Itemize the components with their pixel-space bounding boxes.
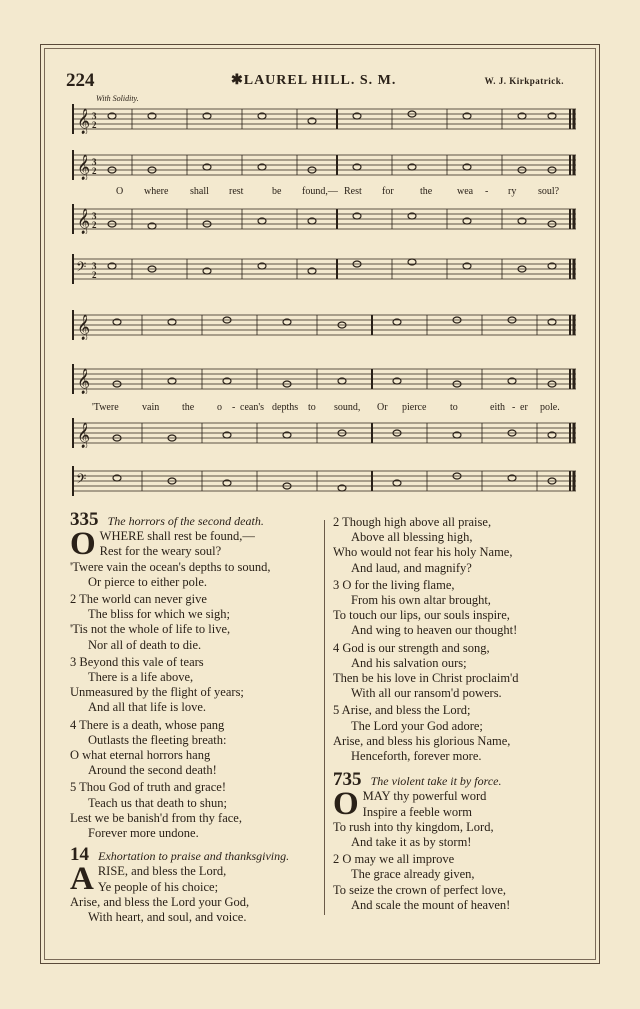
verse-line: Ye people of his choice;	[97, 879, 219, 894]
verse-line: 4 There is a death, whose pang	[70, 717, 225, 732]
verse-line: Arise, and bless the Lord your God,	[70, 894, 250, 909]
verse-line: Lest we be banish'd from thy face,	[70, 810, 242, 825]
tempo-marking: With Solidity.	[96, 94, 139, 103]
verse-line: Rest for the weary soul?	[99, 544, 222, 559]
verse-line: Around the second death!	[88, 763, 217, 778]
verse-line: Henceforth, forever more.	[351, 749, 482, 764]
lyrics-line-2	[72, 402, 576, 414]
page-header	[66, 72, 564, 94]
hymn-335-text	[70, 526, 322, 841]
lyrics-line-1	[72, 186, 576, 198]
lyric-syllable: soul?	[538, 186, 560, 197]
verse-line: To rush into thy kingdom, Lord,	[333, 819, 494, 834]
verse-line: Outlasts the fleeting breath:	[88, 732, 227, 747]
staff-system-1-soprano	[72, 104, 576, 134]
hymn-735-heading	[333, 769, 573, 791]
lyric-syllable: wea	[457, 186, 474, 197]
lyric-syllable: where	[144, 186, 169, 197]
verse-line: There is a life above,	[88, 670, 194, 685]
lyric-syllable: ry	[508, 186, 517, 197]
verse-line: And take it as by storm!	[351, 835, 472, 850]
verse-line: Nor all of death to die.	[88, 637, 202, 652]
verse-line: The Lord your God adore;	[351, 718, 483, 733]
verse-line: 2 Though high above all praise,	[333, 515, 492, 529]
hymn-735-text	[333, 786, 573, 913]
hymn-title: The violent take it by force.	[370, 774, 502, 789]
svg-text:𝄞: 𝄞	[77, 154, 91, 179]
verse-line: 3 Beyond this vale of tears	[70, 654, 204, 669]
lyric-syllable: er	[520, 402, 528, 413]
verse-line: Who would not fear his holy Name,	[333, 545, 513, 560]
hymn-number: 735	[333, 769, 362, 791]
verse-line: To touch our lips, our souls inspire,	[333, 608, 510, 623]
right-column	[333, 515, 573, 913]
page-number: 224	[66, 70, 95, 91]
hymn-14-text	[70, 861, 322, 925]
verse-line: Above all blessing high,	[351, 530, 473, 545]
lyric-syllable: to	[308, 402, 316, 413]
verse-line: Inspire a feeble worm	[362, 804, 472, 819]
staff-system-2-bass	[72, 466, 576, 496]
lyric-syllable: Or	[377, 402, 388, 413]
verse-line: O what eternal horrors hang	[70, 748, 211, 763]
tune-title: ✱LAUREL HILL. S. M.	[231, 73, 397, 88]
verse-line: 3 O for the living flame,	[333, 577, 455, 592]
svg-text:2: 2	[92, 166, 97, 176]
verse-line: The bliss for which we sigh;	[88, 607, 230, 622]
lyric-syllable: rest	[229, 186, 244, 197]
verse-line: Then be his love in Christ proclaim'd	[333, 671, 519, 686]
lyric-syllable: the	[420, 186, 433, 197]
lyric-syllable: found,—	[302, 186, 338, 197]
staff-system-1-alto	[72, 150, 576, 180]
lyric-syllable: pole.	[540, 402, 560, 413]
svg-text:𝄢: 𝄢	[76, 261, 87, 278]
lyric-syllable: Rest	[344, 186, 362, 197]
column-divider	[324, 520, 325, 915]
svg-text:2: 2	[92, 120, 97, 130]
lyric-syllable: eith	[490, 402, 505, 413]
verse-line: Teach us that death to shun;	[88, 795, 228, 810]
verse-line: 'Tis not the whole of life to live,	[70, 622, 231, 637]
hymn-14-heading	[70, 844, 322, 866]
svg-text:3: 3	[92, 157, 97, 167]
hymn-335-heading	[70, 509, 322, 530]
verse-line: 2 The world can never give	[70, 592, 207, 607]
lyric-syllable: o	[217, 402, 222, 413]
drop-cap: A	[70, 861, 94, 898]
verse-line: And his salvation ours;	[351, 655, 467, 670]
verse-line: RISE, and bless the Lord,	[97, 864, 227, 879]
hymn-title: Exhortation to praise and thanksgiving.	[98, 849, 290, 864]
staff-system-2-alto	[72, 364, 576, 394]
verse-line: With all our ransom'd powers.	[351, 686, 502, 701]
lyric-syllable: for	[382, 186, 394, 197]
verse-line: And laud, and magnify?	[351, 560, 472, 575]
verse-line: 5 Thou God of truth and grace!	[70, 780, 226, 795]
verse-line: And all that life is love.	[88, 700, 207, 715]
staff-system-1-bass	[72, 254, 576, 284]
svg-text:𝄞: 𝄞	[77, 314, 91, 339]
svg-text:𝄞: 𝄞	[77, 108, 91, 133]
verse-line: And scale the mount of heaven!	[351, 897, 511, 912]
verse-line: And wing to heaven our thought!	[351, 623, 518, 638]
svg-text:3: 3	[92, 211, 97, 221]
lyric-syllable: cean's	[240, 402, 265, 413]
verse-line: MAY thy powerful word	[362, 789, 487, 804]
svg-text:𝄞: 𝄞	[77, 368, 91, 393]
lyric-syllable: 'Twere	[92, 402, 119, 413]
verse-line: With heart, and soul, and voice.	[88, 910, 247, 925]
verse-line: 2 O may we all improve	[333, 852, 455, 867]
verse-line: Or pierce to either pole.	[88, 574, 208, 589]
svg-text:2: 2	[92, 220, 97, 230]
verse-line: WHERE shall rest be found,—	[99, 529, 255, 544]
hymn-number: 335	[70, 509, 99, 530]
verse-line: Unmeasured by the flight of years;	[70, 685, 244, 700]
lyric-syllable: -	[512, 402, 516, 413]
svg-text:𝄢: 𝄢	[76, 473, 87, 490]
svg-text:2: 2	[92, 270, 97, 280]
svg-text:3: 3	[92, 261, 97, 271]
lyric-syllable: to	[450, 402, 458, 413]
composer-credit: W. J. Kirkpatrick.	[484, 76, 564, 86]
svg-text:𝄞: 𝄞	[77, 208, 91, 233]
verse-line: 4 God is our strength and song,	[333, 640, 490, 655]
lyric-syllable: -	[232, 402, 236, 413]
lyric-syllable: shall	[190, 186, 209, 197]
staff-system-2-soprano	[72, 310, 576, 340]
lyric-syllable: vain	[142, 402, 160, 413]
verse-line: 'Twere vain the ocean's depths to sound,	[70, 559, 271, 574]
verse-line: From his own altar brought,	[351, 593, 491, 608]
verse-line: Arise, and bless his glorious Name,	[333, 733, 511, 748]
lyric-syllable: -	[485, 186, 489, 197]
verse-line: To seize the crown of perfect love,	[333, 882, 507, 897]
svg-text:3: 3	[92, 111, 97, 121]
verse-line: The grace already given,	[351, 867, 475, 882]
lyric-syllable: sound,	[334, 402, 361, 413]
staff-system-2-tenor	[72, 418, 576, 448]
lyric-syllable: O	[116, 186, 124, 197]
staff-system-1-tenor	[72, 204, 576, 234]
hymn-number: 14	[70, 844, 89, 866]
drop-cap: O	[70, 526, 96, 563]
lyric-syllable: depths	[272, 402, 299, 413]
svg-text:𝄞: 𝄞	[77, 422, 91, 447]
verse-line: 5 Arise, and bless the Lord;	[333, 703, 471, 718]
hymn-title: The horrors of the second death.	[107, 514, 264, 528]
drop-cap: O	[333, 786, 359, 823]
lyric-syllable: be	[272, 186, 282, 197]
lyric-syllable: pierce	[402, 402, 427, 413]
verse-line: Forever more undone.	[88, 826, 199, 841]
lyric-syllable: the	[182, 402, 195, 413]
left-column	[70, 509, 322, 925]
